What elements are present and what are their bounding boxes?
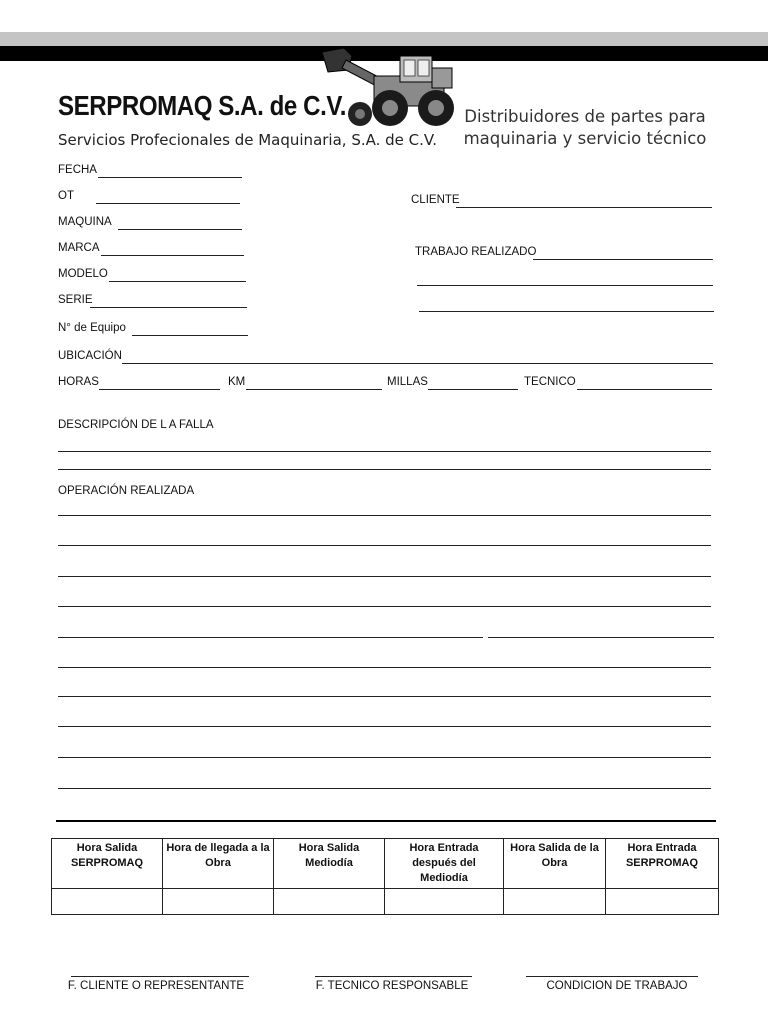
- top-gray-band: [0, 32, 768, 46]
- ubicacion-label: UBICACIÓN: [58, 350, 122, 362]
- section-divider: [56, 820, 716, 822]
- operacion-line[interactable]: [58, 696, 711, 697]
- operacion-line[interactable]: [488, 637, 714, 638]
- falla-line[interactable]: [58, 451, 711, 452]
- equipo-field[interactable]: [132, 335, 248, 336]
- trabajo-field-line-3[interactable]: [419, 311, 714, 312]
- tagline-line-1: Distribuidores de partes para: [464, 107, 706, 126]
- time-table-cell[interactable]: [163, 889, 274, 915]
- time-table-row: [52, 889, 719, 915]
- tecnico-label: TECNICO: [524, 376, 576, 388]
- time-table-header: Hora Salida SERPROMAQ: [52, 839, 163, 889]
- signature-label-tecnico: F. TECNICO RESPONSABLE: [315, 980, 469, 992]
- maquina-field[interactable]: [118, 229, 242, 230]
- millas-label: MILLAS: [387, 376, 428, 388]
- horas-field[interactable]: [99, 389, 220, 390]
- signature-line-condicion[interactable]: [526, 976, 698, 977]
- signature-line-cliente[interactable]: [71, 976, 249, 977]
- tagline-line-2: maquinaria y servicio técnico: [463, 129, 707, 148]
- horas-label: HORAS: [58, 376, 99, 388]
- time-table-cell[interactable]: [606, 889, 719, 915]
- company-name: SERPROMAQ S.A. de C.V.: [58, 90, 347, 121]
- falla-line[interactable]: [58, 469, 711, 470]
- operacion-line[interactable]: [58, 726, 711, 727]
- marca-label: MARCA: [58, 242, 100, 254]
- operacion-line[interactable]: [58, 545, 711, 546]
- ot-label: OT: [58, 190, 74, 202]
- cliente-field[interactable]: [456, 207, 712, 208]
- cliente-label: CLIENTE: [411, 194, 460, 206]
- tecnico-field[interactable]: [577, 389, 712, 390]
- operacion-line[interactable]: [58, 788, 711, 789]
- maquina-label: MAQUINA: [58, 216, 112, 228]
- modelo-label: MODELO: [58, 268, 108, 280]
- time-table-header-row: [52, 839, 719, 889]
- time-table-header: Hora Entrada después del Mediodía: [385, 839, 504, 889]
- operacion-line[interactable]: [58, 606, 711, 607]
- km-field[interactable]: [246, 389, 382, 390]
- time-table-cell[interactable]: [52, 889, 163, 915]
- operacion-line[interactable]: [58, 637, 483, 638]
- modelo-field[interactable]: [109, 281, 246, 282]
- trabajo-field[interactable]: [533, 259, 713, 260]
- time-table-header: Hora Salida Mediodía: [274, 839, 385, 889]
- ot-field[interactable]: [96, 203, 240, 204]
- time-table-cell[interactable]: [385, 889, 504, 915]
- fecha-field[interactable]: [98, 177, 242, 178]
- time-table-header: Hora Entrada SERPROMAQ: [606, 839, 719, 889]
- equipo-label: N° de Equipo: [58, 322, 126, 334]
- marca-field[interactable]: [101, 255, 244, 256]
- time-table-header: Hora Salida de la Obra: [504, 839, 606, 889]
- fecha-label: FECHA: [58, 164, 97, 176]
- signature-line-tecnico[interactable]: [315, 976, 472, 977]
- serie-label: SERIE: [58, 294, 93, 306]
- trabajo-field-line-2[interactable]: [417, 285, 713, 286]
- time-table-cell[interactable]: [504, 889, 606, 915]
- ubicacion-field[interactable]: [122, 363, 713, 364]
- operacion-line[interactable]: [58, 667, 711, 668]
- trabajo-label: TRABAJO REALIZADO: [415, 246, 537, 258]
- operacion-heading: OPERACIÓN REALIZADA: [58, 485, 195, 497]
- serie-field[interactable]: [90, 307, 247, 308]
- km-label: KM: [228, 376, 246, 388]
- signature-label-condicion: CONDICION DE TRABAJO: [546, 980, 688, 992]
- time-table: [51, 838, 719, 915]
- time-table-cell[interactable]: [274, 889, 385, 915]
- signature-label-cliente: F. CLIENTE O REPRESENTANTE: [67, 980, 245, 992]
- operacion-line[interactable]: [58, 576, 711, 577]
- company-full-name: Servicios Profecionales de Maquinaria, S.A. de C.V.: [58, 131, 437, 149]
- time-table-header: Hora de llegada a la Obra: [163, 839, 274, 889]
- falla-heading: DESCRIPCIÓN DE L A FALLA: [58, 419, 214, 431]
- operacion-line[interactable]: [58, 757, 711, 758]
- millas-field[interactable]: [428, 389, 518, 390]
- operacion-line[interactable]: [58, 515, 711, 516]
- tagline: [456, 106, 714, 150]
